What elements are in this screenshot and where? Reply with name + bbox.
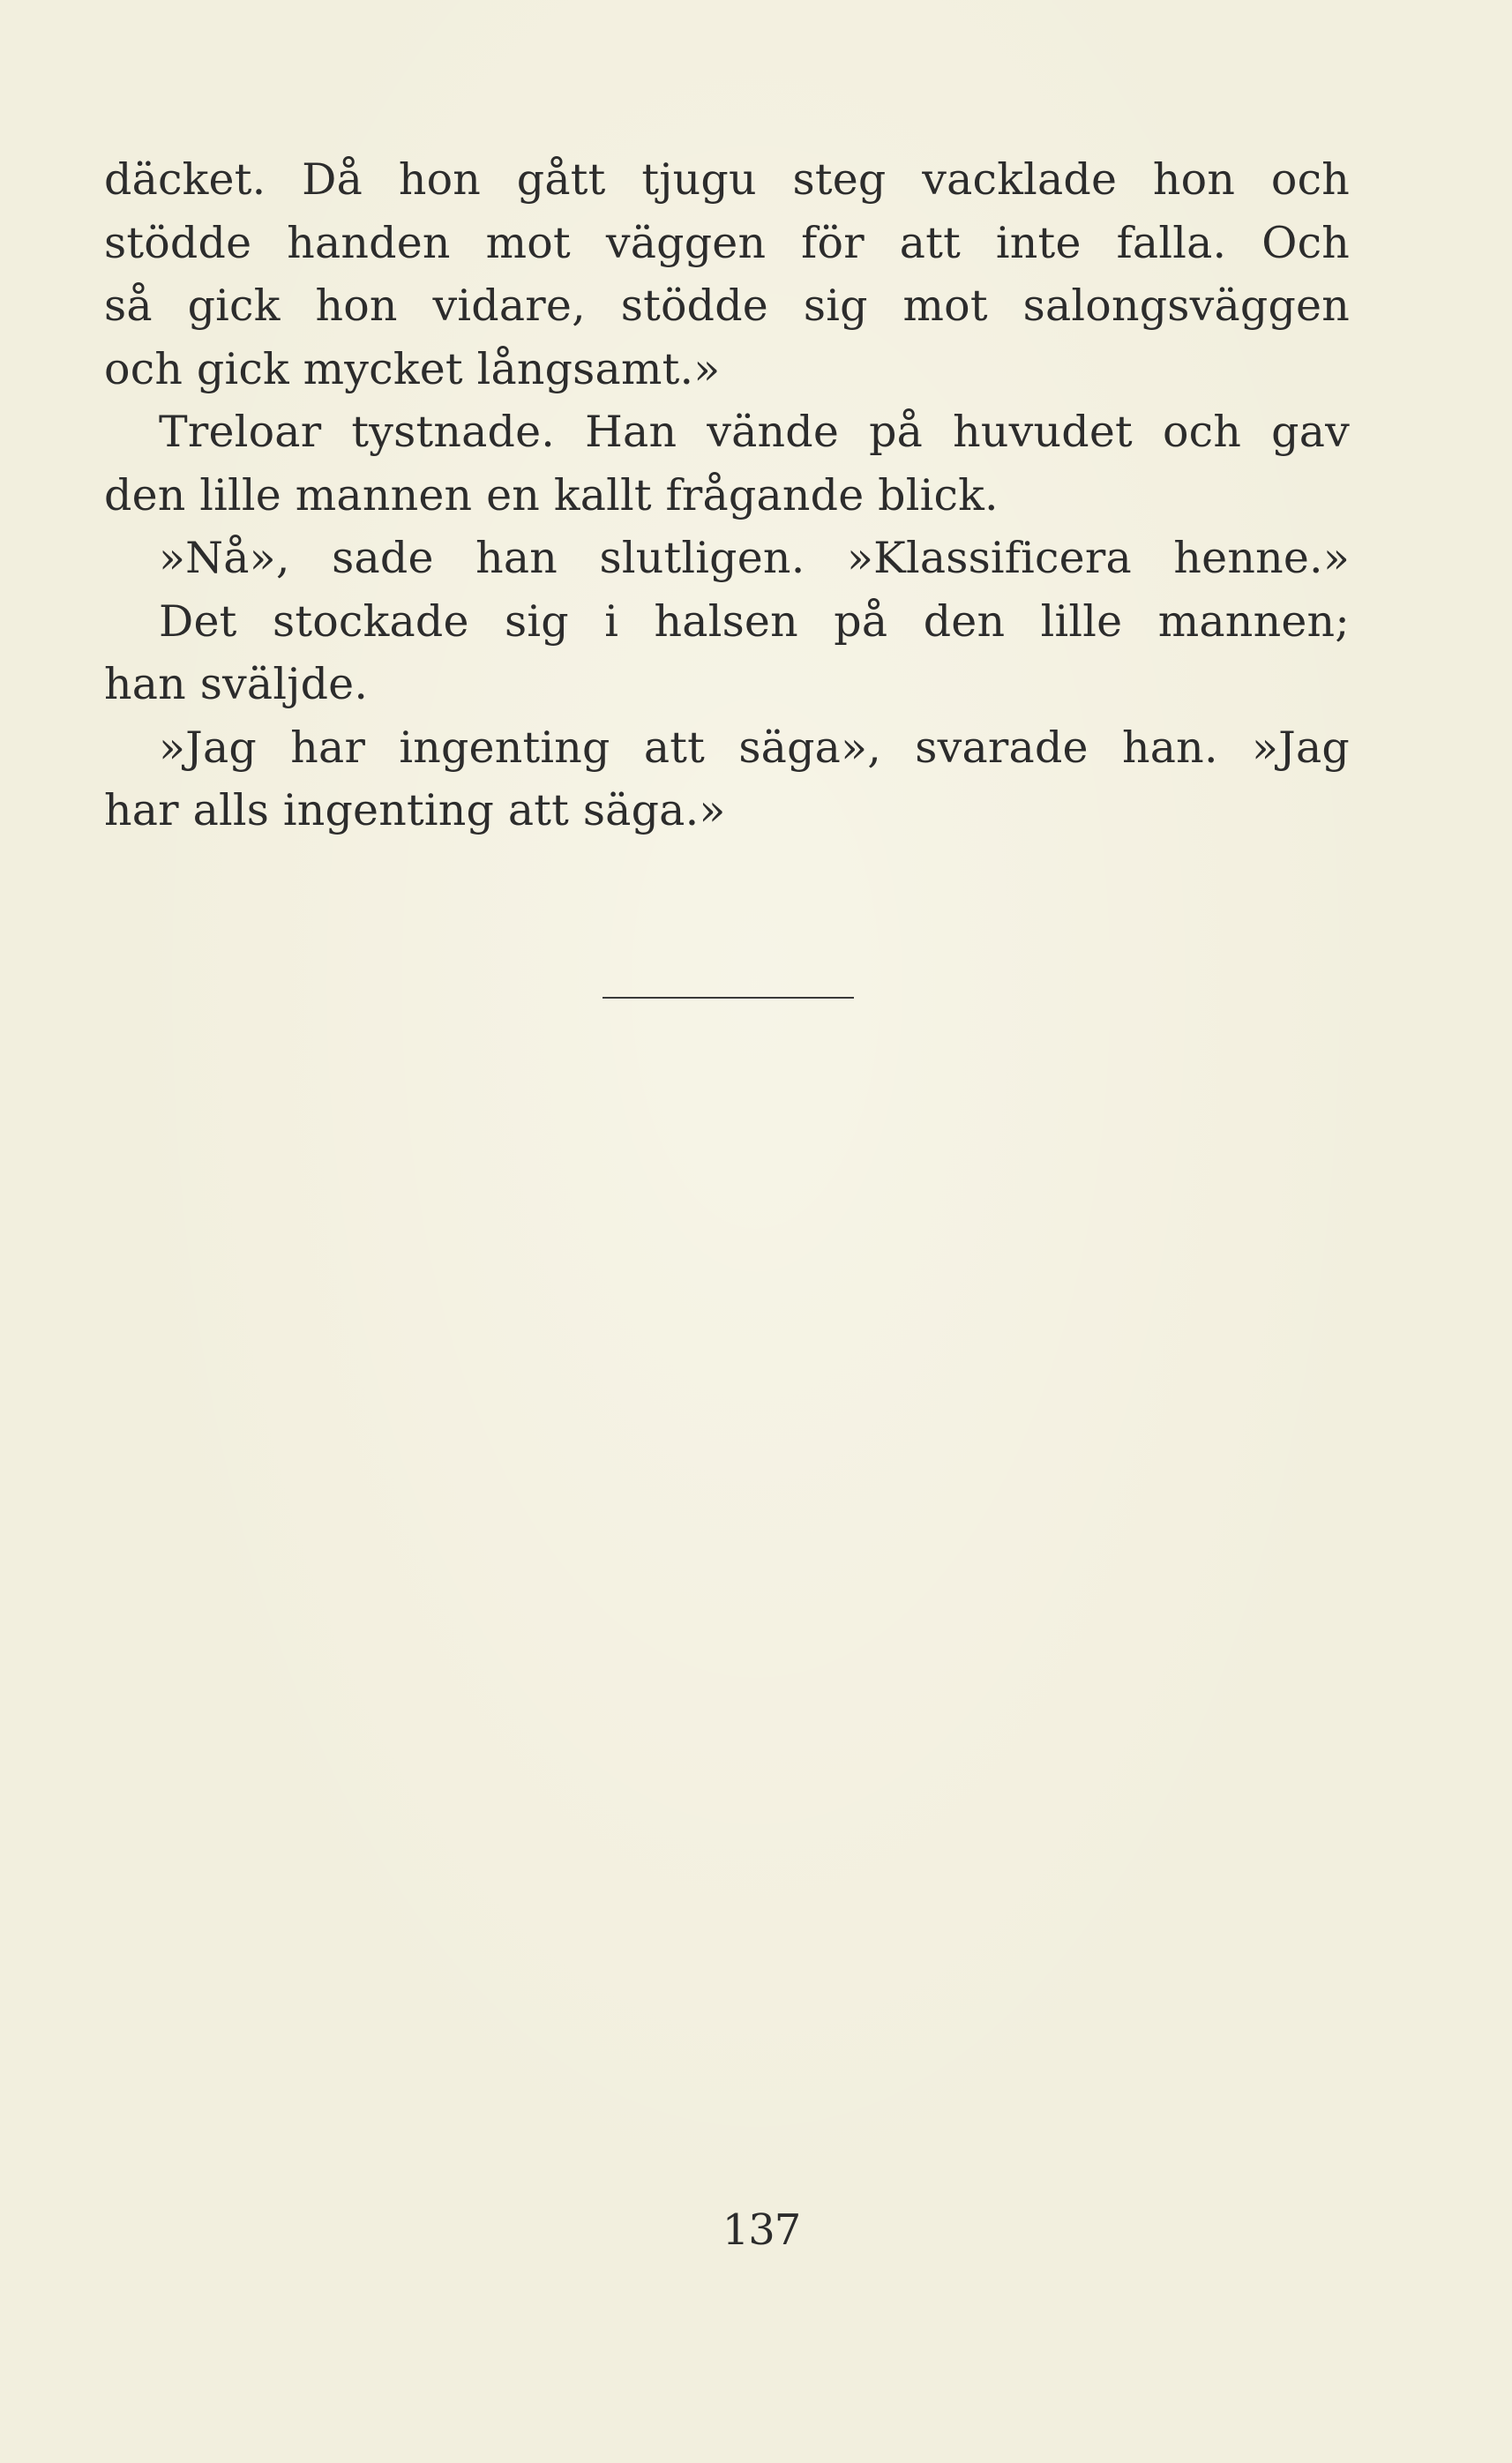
text-line: »Jag har ingenting att säga», svarade han. »Jag <box>159 722 1350 773</box>
text-line: »Nå», sade han slutligen. »Klassificera henne.» <box>159 533 1350 583</box>
text-line: så gick hon vidare, stödde sig mot salongsväggen <box>104 281 1350 331</box>
text-line: Treloar tystnade. Han vände på huvudet och gav <box>159 407 1350 457</box>
text-line: har alls ingenting att säga.» <box>104 785 726 835</box>
text-line: han sväljde. <box>104 659 369 709</box>
page-number: 137 <box>722 2205 801 2255</box>
text-line: Det stockade sig i halsen på den lille mannen; <box>159 595 1350 647</box>
text-line: stödde handen mot väggen för att inte falla. Och <box>104 217 1350 268</box>
section-divider <box>603 997 854 999</box>
text-line: däcket. Då hon gått tjugu steg vacklade hon och <box>104 154 1350 205</box>
text-line: den lille mannen en kallt frågande blick. <box>104 469 999 520</box>
body-text <box>104 148 1350 842</box>
text-line: och gick mycket långsamt.» <box>104 343 721 394</box>
